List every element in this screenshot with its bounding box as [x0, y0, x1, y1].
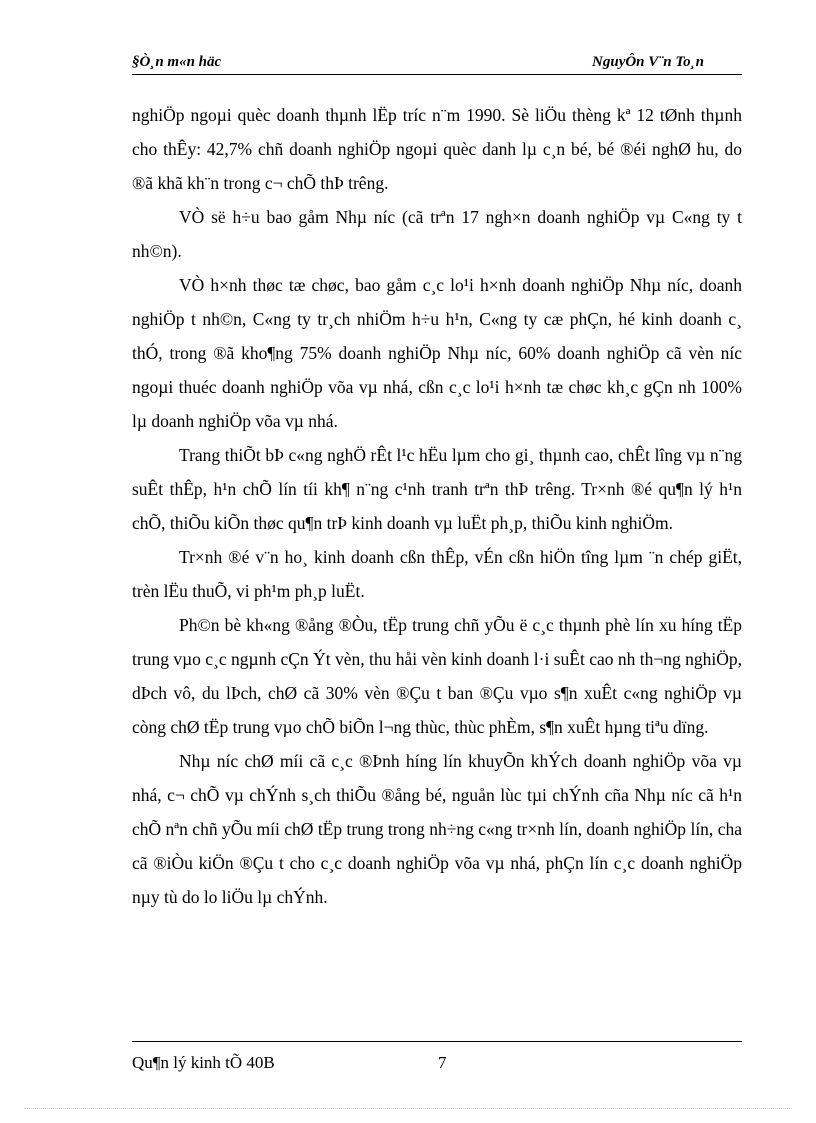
paragraph: Ph©n bè kh«ng ®ång ®Òu, tËp trung chñ yÕu ë c¸c thµnh phè lín xu híng tËp trung vµo c¸c ngµnh cÇn Ýt vèn, thu håi vèn kinh doanh l·i suÊt cao nh th¬ng nghiÖp, dÞch vô, du lÞch, chØ cã 30% vèn ®Çu t ban ®Çu vµo s¶n xuÊt c«ng nghiÖp vµ còng chØ tËp trung vµo chÕ biÕn l¬ng thùc, thùc phÈm, s¶n xuÊt hµng tiªu dïng.	[132, 615, 742, 737]
body-text	[132, 98, 742, 914]
footer-class-label: Qu¶n lý kinh tÕ 40B	[132, 1053, 275, 1072]
paragraph: VÒ së h÷u bao gåm Nhµ níc (cã trªn 17 ngh×n doanh nghiÖp vµ C«ng ty t nh©n).	[132, 207, 742, 261]
page-bottom-divider	[24, 1108, 792, 1109]
page-number: 7	[438, 1053, 447, 1072]
paragraph: nghiÖp ngoµi quèc doanh thµnh lËp tríc n¨m 1990. Sè liÖu thèng kª 12 tØnh thµnh cho thÊy: 42,7% chñ doanh nghiÖp ngoµi quèc danh lµ c¸n bé, bé ®éi nghØ hu, do ®ã khã kh¨n trong c¬ chÕ thÞ trêng.	[132, 105, 742, 193]
paragraph: Tr×nh ®é v¨n ho¸ kinh doanh cßn thÊp, vÉn cßn hiÖn tîng lµm ¨n chép giËt, trèn lËu thuÕ, vi ph¹m ph¸p luËt.	[132, 547, 742, 601]
header-author-name: NguyÔn V¨n To¸n	[592, 54, 704, 70]
page-footer	[132, 1041, 742, 1082]
header-course-title: §Ò¸n m«n häc	[132, 54, 222, 70]
paragraph: Trang thiÕt bÞ c«ng nghÖ rÊt l¹c hËu lµm cho gi¸ thµnh cao, chÊt lîng vµ n¨ng suÊt thÊp, h¹n chÕ lín tíi kh¶ n¨ng c¹nh tranh trªn thÞ trêng. Tr×nh ®é qu¶n lý h¹n chÕ, thiÕu kiÕn thøc qu¶n trÞ kinh doanh vµ luËt ph¸p, thiÕu kinh nghiÖm.	[132, 445, 742, 533]
paragraph: Nhµ níc chØ míi cã c¸c ®Þnh híng lín khuyÕn khÝch doanh nghiÖp võa vµ nhá, c¬ chÕ vµ chÝnh s¸ch thiÕu ®ång bé, nguån lùc tµi chÝnh cña Nhµ níc cã h¹n chÕ nªn chñ yÕu míi chØ tËp trung trong nh÷ng c«ng tr×nh lín, doanh nghiÖp lín, cha cã ®iÒu kiÖn ®Çu t cho c¸c doanh nghiÖp võa vµ nhá, phÇn lín c¸c doanh nghiÖp nµy tù do lo liÖu lµ chÝnh.	[132, 751, 742, 907]
page-header	[132, 50, 742, 75]
paragraph: VÒ h×nh thøc tæ chøc, bao gåm c¸c lo¹i h×nh doanh nghiÖp Nhµ níc, doanh nghiÖp t nh©n, C«ng ty tr¸ch nhiÖm h÷u h¹n, C«ng ty cæ phÇn, hé kinh doanh c¸ thÓ, trong ®ã kho¶ng 75% doanh nghiÖp Nhµ níc, 60% doanh nghiÖp cã vèn níc ngoµi thuéc doanh nghiÖp võa vµ nhá, cßn c¸c lo¹i h×nh tæ chøc kh¸c gÇn nh 100% lµ doanh nghiÖp võa vµ nhá.	[132, 275, 742, 431]
